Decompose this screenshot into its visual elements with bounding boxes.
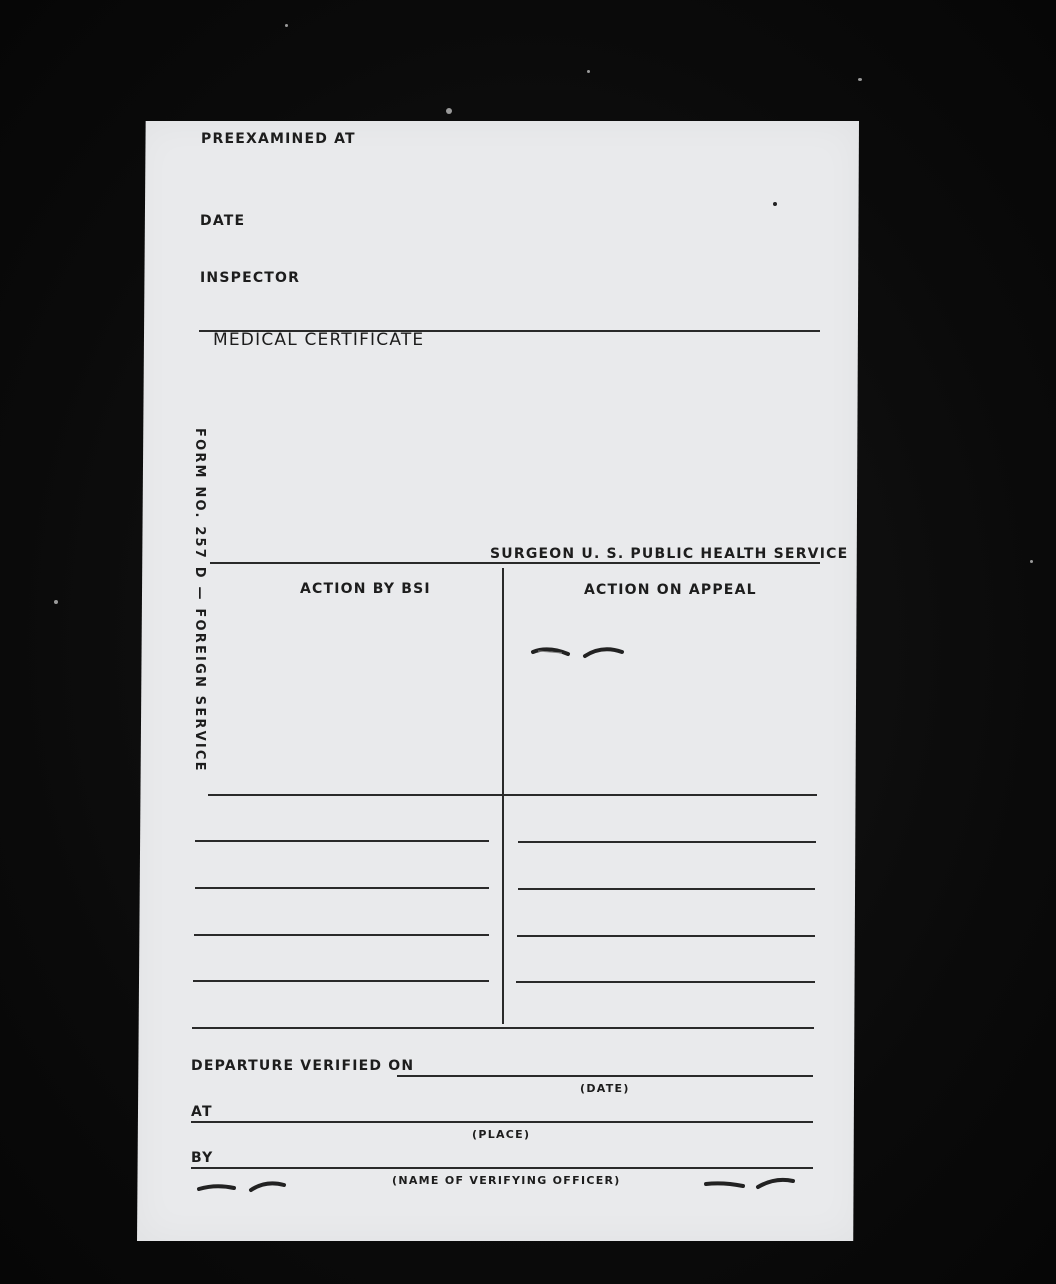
staple-mark-bottom-right [703, 1172, 798, 1194]
bottom-rule [192, 1027, 814, 1029]
dust-speck [858, 78, 862, 81]
action-by-bsi-heading: ACTION BY BSI [300, 581, 431, 597]
date-caption: (DATE) [580, 1082, 630, 1095]
dust-speck [285, 24, 288, 27]
preexamined-at-label: PREEXAMINED AT [201, 131, 356, 147]
dust-speck [587, 70, 590, 73]
dust-speck [1030, 560, 1033, 563]
departure-verified-label: DEPARTURE VERIFIED ON [191, 1058, 415, 1074]
medical-certificate-heading: MEDICAL CERTIFICATE [213, 330, 425, 350]
appeal-line [518, 888, 815, 890]
surgeon-signature-label: SURGEON U. S. PUBLIC HEALTH SERVICE [490, 546, 849, 562]
departure-date-line [397, 1075, 813, 1077]
staple-mark-bottom-left [196, 1176, 291, 1198]
form-number-vertical: FORM NO. 257 D — FOREIGN SERVICE [192, 428, 207, 773]
dust-speck [54, 600, 58, 604]
bsi-line [195, 887, 489, 889]
appeal-line [518, 841, 816, 843]
at-label: AT [191, 1104, 213, 1120]
by-label: BY [191, 1150, 214, 1166]
bsi-line [194, 934, 489, 936]
action-rule [208, 794, 817, 796]
inspector-label: INSPECTOR [200, 270, 301, 286]
place-line [191, 1121, 813, 1123]
place-caption: (PLACE) [472, 1128, 531, 1141]
officer-caption: (NAME OF VERIFYING OFFICER) [392, 1174, 621, 1187]
bsi-line [195, 840, 489, 842]
surgeon-rule [210, 562, 820, 564]
column-divider [502, 568, 504, 1024]
dust-speck [446, 108, 452, 114]
appeal-line [517, 935, 815, 937]
date-label: DATE [200, 213, 246, 229]
ink-dot [773, 202, 777, 206]
action-on-appeal-heading: ACTION ON APPEAL [584, 582, 757, 598]
staple-mark-top [530, 642, 630, 664]
appeal-line [516, 981, 815, 983]
bsi-line [193, 980, 489, 982]
officer-line [191, 1167, 813, 1169]
